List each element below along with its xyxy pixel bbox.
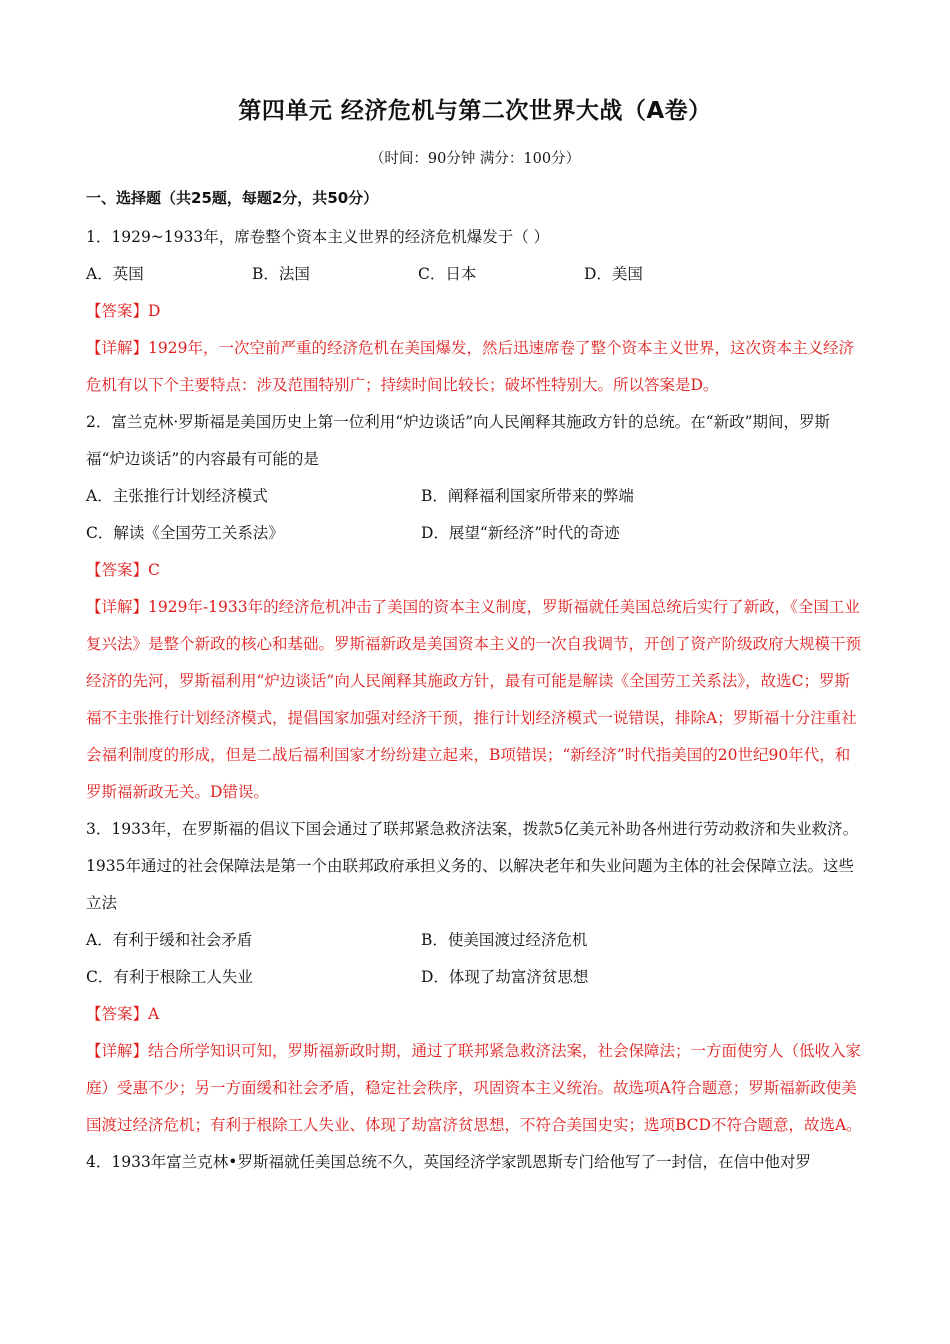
question-stem: 1．1929~1933年，席卷整个资本主义世界的经济危机爆发于（ ） — [86, 228, 550, 246]
answer: 【答案】A — [86, 1005, 160, 1023]
question-1 — [86, 219, 864, 404]
option-b: B．使美国渡过经济危机 — [421, 931, 588, 949]
option-a: A．主张推行计划经济模式 — [86, 487, 268, 505]
option-a: A．有利于缓和社会矛盾 — [86, 931, 253, 949]
answer: 【答案】C — [86, 561, 160, 579]
question-2 — [86, 404, 864, 811]
question-3 — [86, 811, 864, 1144]
option-c: C．日本 — [418, 265, 477, 283]
option-c: C．有利于根除工人失业 — [86, 968, 253, 986]
question-stem: 2．富兰克林·罗斯福是美国历史上第一位利用“炉边谈话”向人民阐释其施政方针的总统。在“新政”期间，罗斯福“炉边谈话”的内容最有可能的是 — [86, 413, 830, 468]
analysis: 【详解】1929年-1933年的经济危机冲击了美国的资本主义制度，罗斯福就任美国总统后实行了新政，《全国工业复兴法》是整个新政的核心和基础。罗斯福新政是美国资本主义的一次自我调节，开创了资产阶级政府大规模干预经济的先河，罗斯福利用“炉边谈话”向人民阐释其施政方针，最有可能是解读《全国劳工关系法》，故选C；罗斯福不主张推行计划经济模式，提倡国家加强对经济干预，推行计划经济模式一说错误，排除A；罗斯福十分注重社会福利制度的形成，但是二战后福利国家才纷纷建立起来，B项错误；“新经济”时代指美国的20世纪90年代，和罗斯福新政无关。D错误。 — [86, 598, 862, 801]
options-row — [86, 256, 864, 293]
analysis: 【详解】结合所学知识可知，罗斯福新政时期，通过了联邦紧急救济法案，社会保障法；一方面使穷人（低收入家庭）受惠不少；另一方面缓和社会矛盾，稳定社会秩序，巩固资本主义统治。故选项A符合题意；罗斯福新政使美国渡过经济危机；有利于根除工人失业、体现了劫富济贫思想，不符合美国史实；选项BCD不符合题意，故选A。 — [86, 1042, 862, 1134]
options-row — [86, 478, 864, 515]
answer: 【答案】D — [86, 302, 161, 320]
options-row — [86, 515, 864, 552]
option-c: C．解读《全国劳工关系法》 — [86, 524, 284, 542]
options-row — [86, 922, 864, 959]
option-d: D．美国 — [584, 265, 643, 283]
option-b: B．法国 — [252, 265, 310, 283]
question-stem: 3．1933年，在罗斯福的倡议下国会通过了联邦紧急救济法案，拨款5亿美元补助各州进行劳动救济和失业救济。1935年通过的社会保障法是第一个由联邦政府承担义务的、以解决老年和失业问题为主体的社会保障立法。这些立法 — [86, 820, 859, 912]
analysis: 【详解】1929年，一次空前严重的经济危机在美国爆发，然后迅速席卷了整个资本主义世界，这次资本主义经济危机有以下个主要特点：涉及范围特别广；持续时间比较长；破坏性特别大。所以答案是D。 — [86, 339, 854, 394]
option-d: D．展望“新经济”时代的奇迹 — [421, 524, 620, 542]
page-title: 第四单元 经济危机与第二次世界大战（A卷） — [238, 98, 712, 124]
option-b: B．阐释福利国家所带来的弊端 — [421, 487, 634, 505]
question-stem: 4．1933年富兰克林•罗斯福就任美国总统不久，英国经济学家凯恩斯专门给他写了一封信，在信中他对罗 — [86, 1153, 811, 1171]
option-a: A．英国 — [86, 265, 144, 283]
question-4 — [86, 1144, 864, 1181]
options-row — [86, 959, 864, 996]
option-d: D．体现了劫富济贫思想 — [421, 968, 589, 986]
exam-time-info: （时间：90分钟 满分：100分） — [369, 151, 581, 167]
section-heading: 一、选择题（共25题，每题2分，共50分） — [86, 189, 379, 207]
